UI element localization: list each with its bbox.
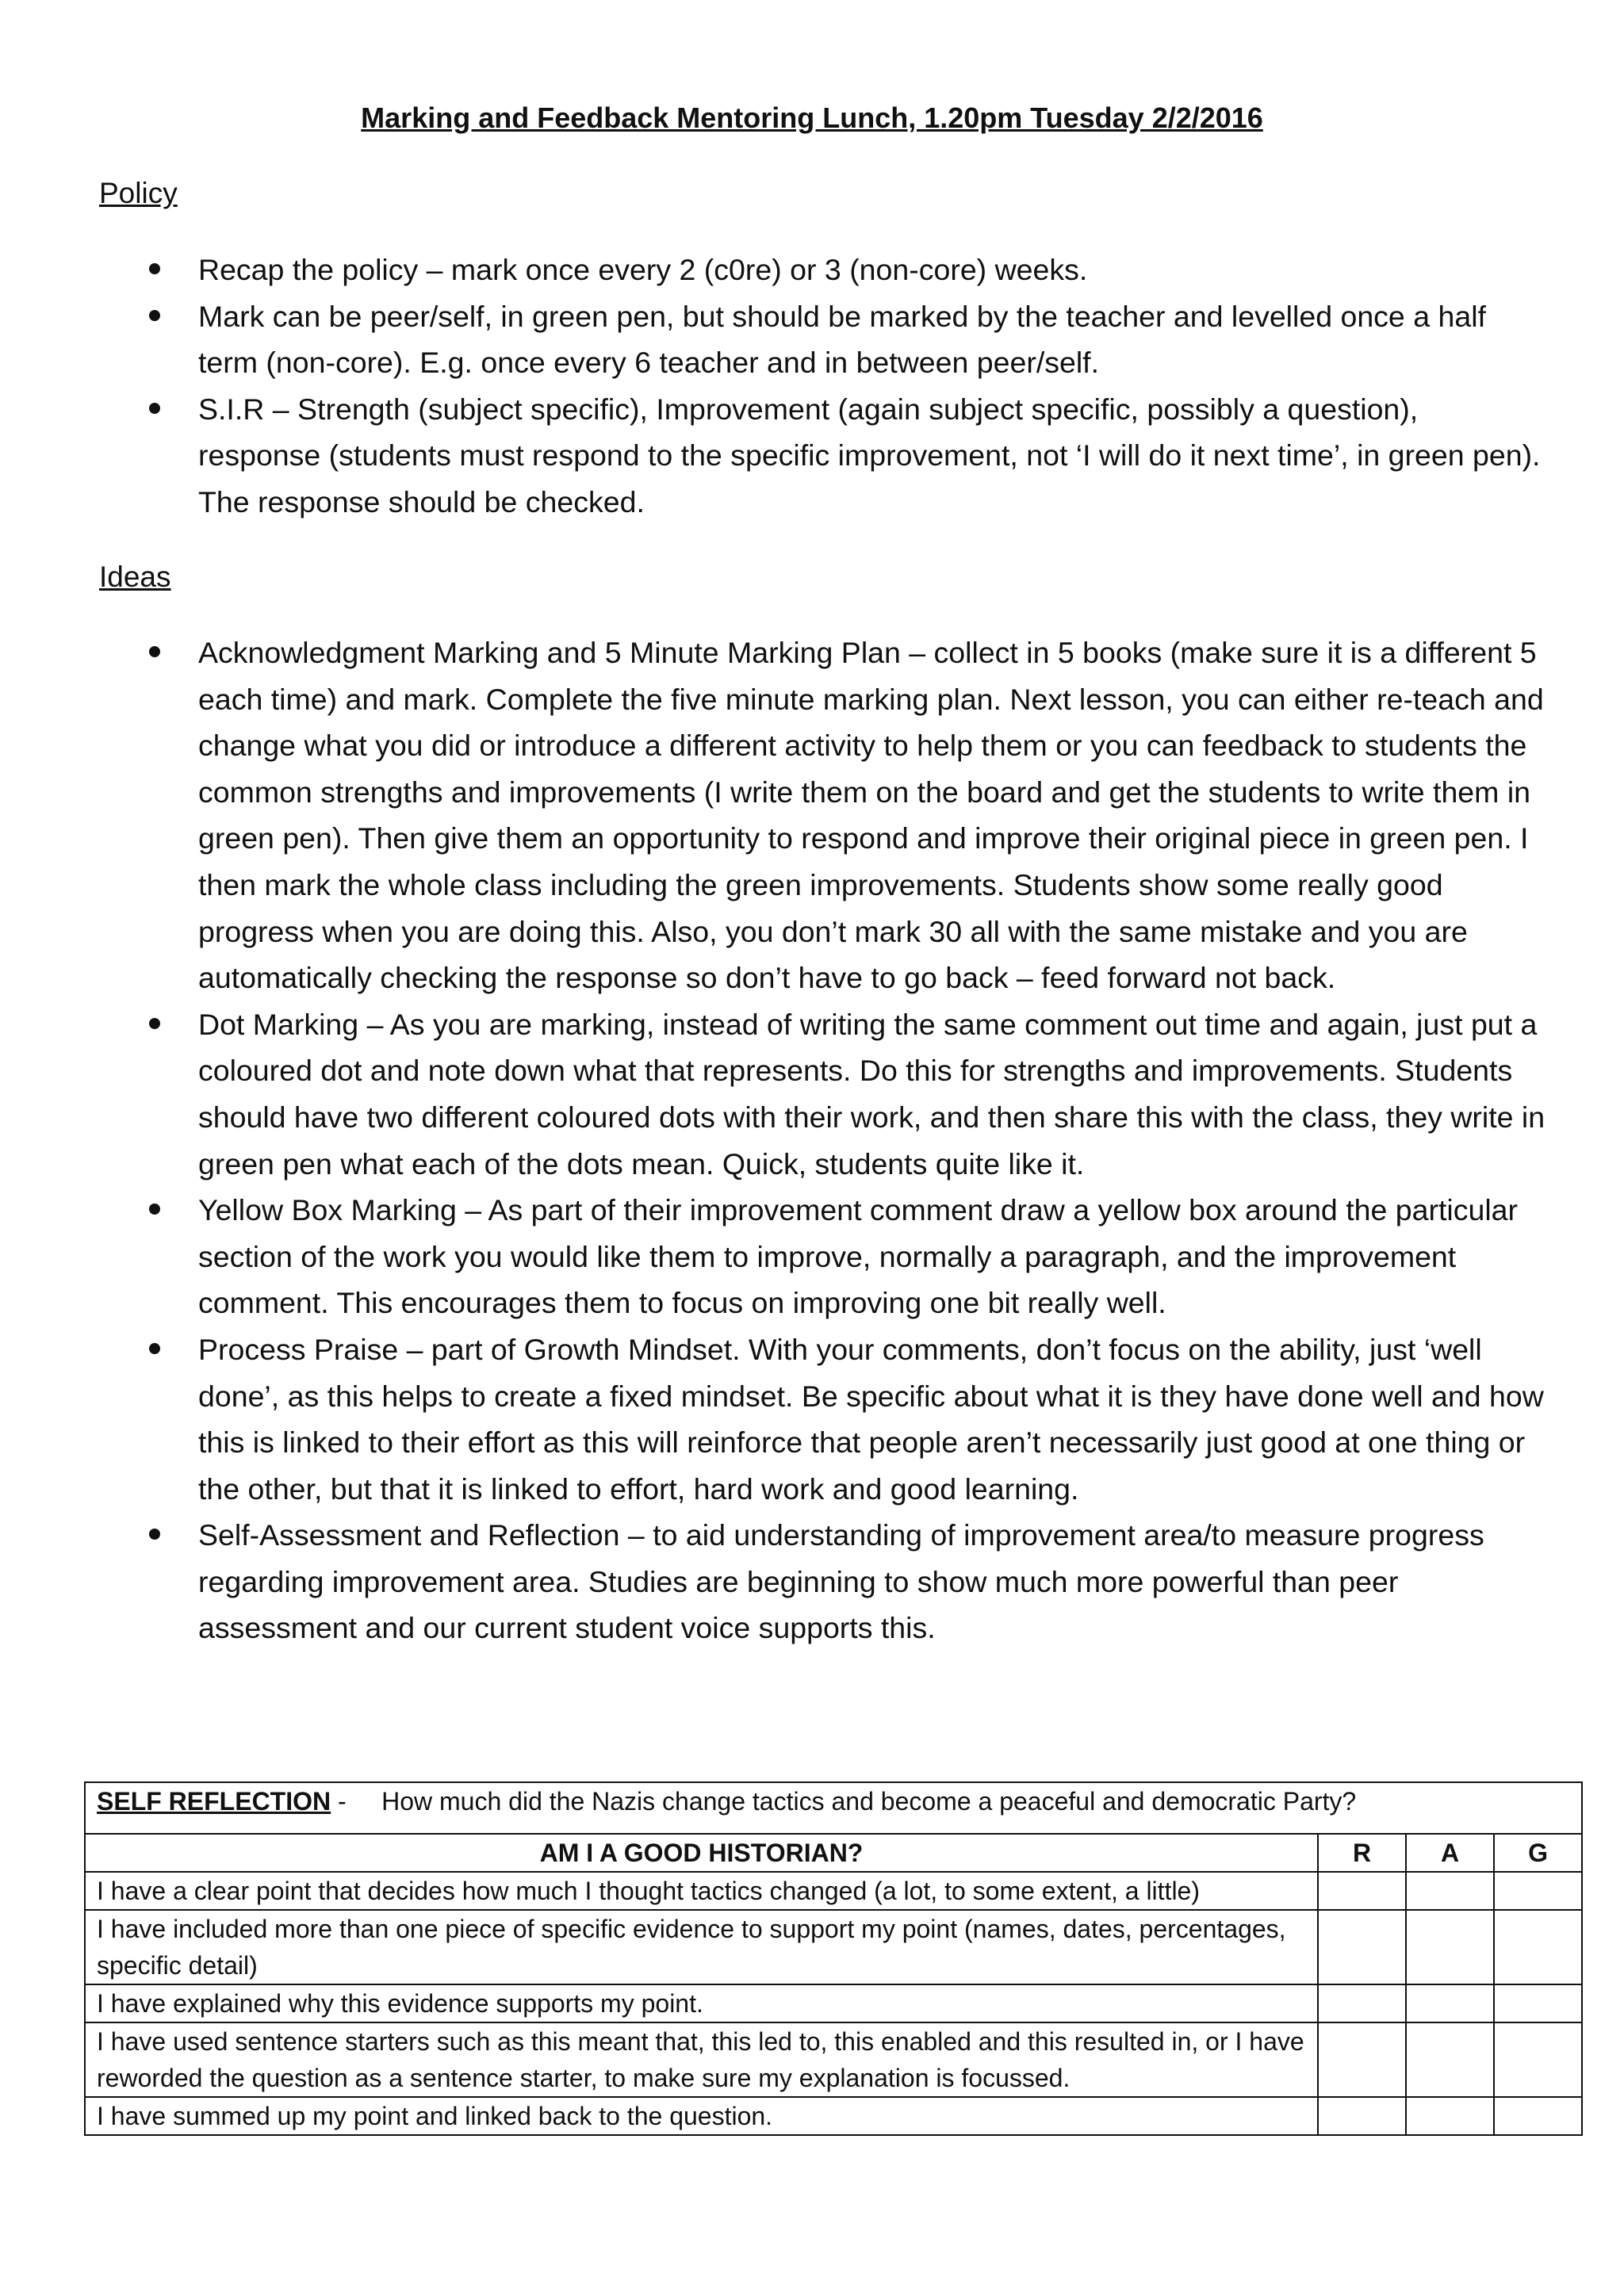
self-reflection-separator: -	[331, 1787, 354, 1816]
bullet-icon	[149, 646, 160, 657]
table-row	[85, 2097, 1582, 2135]
ideas-item	[0, 1326, 1546, 1512]
ideas-item-text: Yellow Box Marking – As part of their improvement comment draw a yellow box around the particular section of the work you would like them to improve, normally a paragraph, and the improvement comment. This encourages them to focus on improving one bit really well.	[198, 1193, 1518, 1320]
policy-item	[0, 293, 1546, 386]
rag-header-g: G	[1494, 1834, 1582, 1872]
bullet-icon	[149, 310, 160, 321]
ideas-item-text: Acknowledgment Marking and 5 Minute Marking Plan – collect in 5 books (make sure it is a different 5 each time) and mark. Complete the five minute marking plan. Next lesson, you can either re-teach and change what you did or introduce a different activity to help them or you can feedback to students the common strengths and improvements (I write them on the board and get the students to write them in green pen). Then give them an opportunity to respond and improve their original piece in green pen. I then mark the whole class including the green improvements. Students show some really good progress when you are doing this. Also, you don’t mark 30 all with the same mistake and you are automatically checking the response so don’t have to go back – feed forward not back.	[198, 636, 1544, 995]
rag-header-r: R	[1318, 1834, 1406, 1872]
table-row	[85, 1872, 1582, 1910]
rag-cell-a[interactable]	[1406, 1910, 1494, 1984]
table-row	[85, 2022, 1582, 2097]
ideas-item-text: Self-Assessment and Reflection – to aid understanding of improvement area/to measure progress regarding improvement area. Studies are beginning to show much more powerful than peer assessment and our current student voice supports this.	[198, 1518, 1484, 1645]
policy-heading: Policy	[99, 177, 178, 209]
criteria-cell: I have included more than one piece of specific evidence to support my point (names, dates, percentages, specific detail)	[85, 1910, 1318, 1984]
rag-cell-g[interactable]	[1494, 2097, 1582, 2135]
rag-cell-g[interactable]	[1494, 1872, 1582, 1910]
bullet-icon	[149, 1529, 160, 1540]
criteria-header: AM I A GOOD HISTORIAN?	[85, 1834, 1318, 1872]
policy-item	[0, 386, 1546, 526]
policy-item-text: S.I.R – Strength (subject specific), Improvement (again subject specific, possibly a question), response (students must respond to the specific improvement, not ‘I will do it next time’, in green pen). The response should be checked.	[198, 392, 1541, 519]
policy-item-text: Recap the policy – mark once every 2 (c0re) or 3 (non-core) weeks.	[198, 253, 1088, 286]
table-header-row	[85, 1834, 1582, 1872]
rag-cell-r[interactable]	[1318, 1984, 1406, 2022]
rag-cell-a[interactable]	[1406, 2022, 1494, 2097]
bullet-icon	[149, 403, 160, 414]
bullet-icon	[149, 263, 160, 274]
rag-header-a: A	[1406, 1834, 1494, 1872]
policy-item	[0, 247, 1546, 293]
rag-cell-g[interactable]	[1494, 1910, 1582, 1984]
bullet-icon	[149, 1018, 160, 1029]
policy-list	[0, 247, 1546, 526]
ideas-item	[0, 1001, 1546, 1187]
criteria-cell: I have explained why this evidence supports my point.	[85, 1984, 1318, 2022]
table-row	[85, 1984, 1582, 2022]
rag-cell-a[interactable]	[1406, 1872, 1494, 1910]
policy-item-text: Mark can be peer/self, in green pen, but should be marked by the teacher and levelled once a half term (non-core). E.g. once every 6 teacher and in between peer/self.	[198, 299, 1486, 380]
ideas-item-text: Process Praise – part of Growth Mindset. With your comments, don’t focus on the ability, just ‘well done’, as this helps to create a fixed mindset. Be specific about what it is they have done well and how this is linked to their effort as this will reinforce that people aren’t necessarily just good at one thing or the other, but that it is linked to effort, hard work and good learning.	[198, 1332, 1544, 1506]
rag-cell-g[interactable]	[1494, 1984, 1582, 2022]
document-title: Marking and Feedback Mentoring Lunch, 1.20pm Tuesday 2/2/2016	[361, 101, 1263, 134]
self-reflection-question: How much did the Nazis change tactics and become a peaceful and democratic Party?	[381, 1787, 1357, 1816]
criteria-cell: I have used sentence starters such as this meant that, this led to, this enabled and this resulted in, or I have reworded the question as a sentence starter, to make sure my explanation is focussed.	[85, 2022, 1318, 2097]
rag-cell-r[interactable]	[1318, 1910, 1406, 1984]
self-reflection-table	[84, 1781, 1583, 2136]
self-reflection-cell	[85, 1782, 1582, 1834]
rag-cell-r[interactable]	[1318, 2022, 1406, 2097]
ideas-item	[0, 1187, 1546, 1326]
ideas-heading: Ideas	[99, 561, 171, 593]
rag-cell-a[interactable]	[1406, 1984, 1494, 2022]
rag-cell-r[interactable]	[1318, 2097, 1406, 2135]
bullet-icon	[149, 1343, 160, 1354]
ideas-item	[0, 629, 1546, 1001]
criteria-cell: I have a clear point that decides how much I thought tactics changed (a lot, to some extent, a little)	[85, 1872, 1318, 1910]
ideas-item	[0, 1512, 1546, 1651]
table-row	[85, 1910, 1582, 1984]
self-reflection-label: SELF REFLECTION	[97, 1787, 331, 1816]
rag-cell-a[interactable]	[1406, 2097, 1494, 2135]
bullet-icon	[149, 1203, 160, 1215]
ideas-list	[0, 629, 1546, 1651]
self-reflection-row	[85, 1782, 1582, 1834]
ideas-item-text: Dot Marking – As you are marking, instead of writing the same comment out time and again, just put a coloured dot and note down what that represents. Do this for strengths and improvements. Students should have two different coloured dots with their work, and then share this with the class, they write in green pen what each of the dots mean. Quick, students quite like it.	[198, 1007, 1545, 1181]
rag-cell-g[interactable]	[1494, 2022, 1582, 2097]
criteria-cell: I have summed up my point and linked back to the question.	[85, 2097, 1318, 2135]
rag-cell-r[interactable]	[1318, 1872, 1406, 1910]
